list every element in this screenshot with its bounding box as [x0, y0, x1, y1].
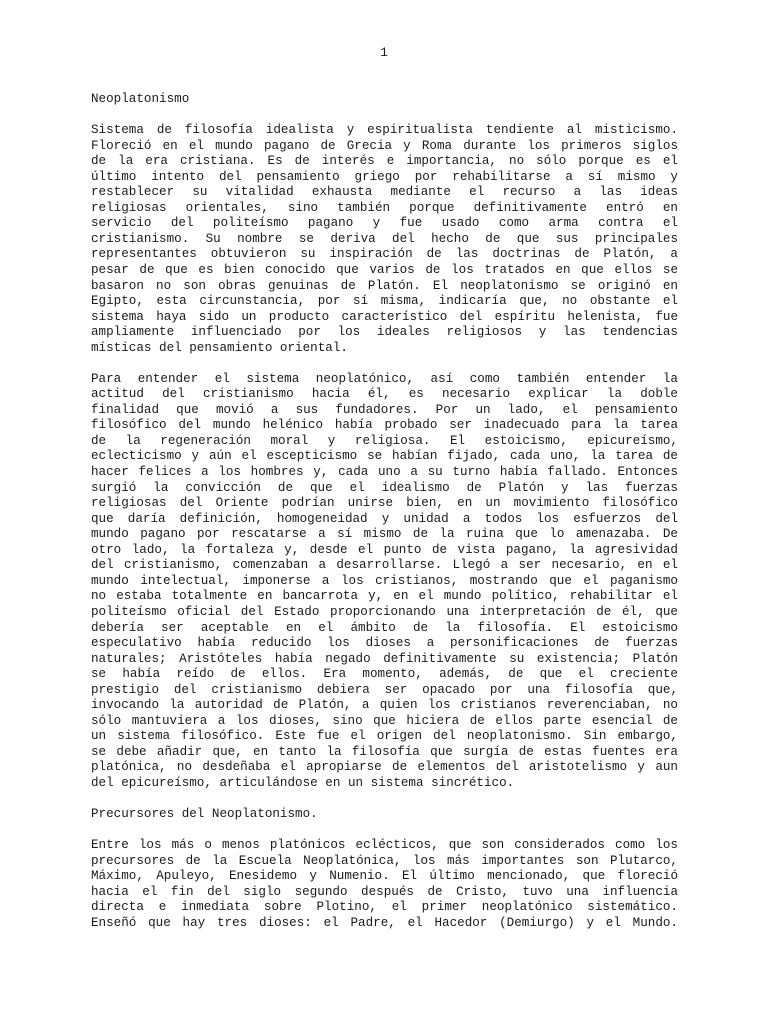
paragraph — [91, 838, 678, 931]
text-line: naturales; Aristóteles había negado definitivamente su existencia; Platón — [91, 651, 678, 666]
text-line: Enseñó que hay tres dioses: el Padre, el Hacedor (Demiurgo) y el Mundo. — [91, 915, 678, 930]
text-line: un sistema filosófico. Este fue el origen del neoplatonismo. Sin embargo, — [91, 729, 678, 744]
text-line: otro lado, la fortaleza y, desde el punto de vista pagano, la agresividad — [91, 542, 678, 557]
section-heading: Precursores del Neoplatonismo. — [91, 807, 318, 822]
text-line: Máximo, Apuleyo, Enesidemo y Numenio. El último mencionado, que floreció — [91, 869, 678, 884]
text-line: Para entender el sistema neoplatónico, así como también entender la — [91, 371, 678, 386]
text-line: último intento del pensamiento griego por rehabilitarse a sí mismo y — [91, 169, 678, 184]
text-line: pesar de que es bien conocido que varios de los tratados en que ellos se — [91, 262, 678, 277]
text-line: platónica, no desdeñaba el apropiarse de elementos del aristotelismo y aun — [91, 760, 678, 775]
text-line: místicas del pensamiento oriental. — [91, 340, 348, 355]
text-line: religiosas orientales, sino también porque definitivamente entró en — [91, 200, 678, 215]
text-line: servicio del politeísmo pagano y fue usado como arma contra el — [91, 216, 678, 231]
text-line: que daría definición, homogeneidad y unidad a todos los esfuerzos del — [91, 511, 678, 526]
text-line: Sistema de filosofía idealista y espiritualista tendiente al misticismo. — [91, 123, 678, 138]
text-line: Egipto, esta circunstancia, por sí misma, indicaría que, no obstante el — [91, 294, 678, 309]
text-line: debería ser aceptable en el ámbito de la filosofía. El estoicismo — [91, 620, 678, 635]
text-line: de la era cristiana. Es de interés e importancia, no sólo porque es el — [91, 154, 678, 169]
text-line: actitud del cristianismo hacia él, es necesario explicar la doble — [91, 387, 678, 402]
section-heading: Neoplatonismo — [91, 92, 190, 106]
paragraph — [91, 123, 678, 356]
text-line: mundo pagano por rescatarse a sí mismo de la ruina que lo amenazaba. De — [91, 527, 678, 542]
text-line: mundo intelectual, imponerse a los cristianos, mostrando que el paganismo — [91, 573, 678, 588]
text-line: sólo mantuviera a los dioses, sino que hiciera de ellos parte esencial de — [91, 713, 678, 728]
text-line: cristianismo. Su nombre se deriva del hecho de que sus principales — [91, 231, 678, 246]
text-line: restablecer su vitalidad exhausta mediante el recurso a las ideas — [91, 185, 678, 200]
text-line: prestigio del cristianismo debiera ser opacado por una filosofía que, — [91, 682, 678, 697]
text-line: hacer felices a los hombres y, cada uno a su turno había fallado. Entonces — [91, 465, 678, 480]
text-line: eclecticismo y aún el escepticismo se habían fijado, cada uno, la tarea de — [91, 449, 678, 464]
text-line: filosófico del mundo helénico había probado ser inadecuado para la tarea — [91, 418, 678, 433]
text-line: del epicureísmo, articulándose en un sistema sincrético. — [91, 775, 515, 790]
text-line: especulativo había reducido los dioses a personificaciones de fuerzas — [91, 636, 678, 651]
text-line: ampliamente influenciado por los ideales religiosos y las tendencias — [91, 325, 678, 340]
text-line: del cristianismo, comenzaban a desarrollarse. Llegó a ser necesario, en el — [91, 558, 678, 573]
text-line: basaron no son obras genuinas de Platón. El neoplatonismo se originó en — [91, 278, 678, 293]
text-line: se había reído de ellos. Era momento, además, de que el creciente — [91, 667, 678, 682]
text-line: no estaba totalmente en bancarrota y, en el mundo político, rehabilitar el — [91, 589, 678, 604]
text-line: hacia el fin del siglo segundo después de Cristo, tuvo una influencia — [91, 884, 678, 899]
document-body — [91, 92, 678, 947]
text-line: sistema haya sido un producto característico del espíritu helenista, fue — [91, 309, 678, 324]
text-line: Entre los más o menos platónicos eclécticos, que son considerados como los — [91, 838, 678, 853]
text-line: precursores de la Escuela Neoplatónica, los más importantes son Plutarco, — [91, 853, 678, 868]
text-line: directa e inmediata sobre Plotino, el primer neoplatónico sistemático. — [91, 900, 678, 915]
text-line: religiosas del Oriente podrían unirse bien, en un movimiento filosófico — [91, 496, 678, 511]
text-line: de la regeneración moral y religiosa. El estoicismo, epicureísmo, — [91, 433, 678, 448]
text-line: finalidad que movió a sus fundadores. Por un lado, el pensamiento — [91, 402, 678, 417]
text-line: invocando la autoridad de Platón, a quien los cristianos reverenciaban, no — [91, 698, 678, 713]
text-line: politeísmo oficial del Estado proporcionando una interpretación de él, que — [91, 604, 678, 619]
paragraph — [91, 372, 678, 792]
text-line: se debe añadir que, en tanto la filosofía que surgía de estas fuentes era — [91, 744, 678, 759]
text-line: surgió la convicción de que el idealismo de Platón y las fuerzas — [91, 480, 678, 495]
page-number: 1 — [380, 45, 388, 60]
text-line: representantes obtuvieron su inspiración de las doctrinas de Platón, a — [91, 247, 678, 262]
text-line: Floreció en el mundo pagano de Grecia y Roma durante los primeros siglos — [91, 138, 678, 153]
